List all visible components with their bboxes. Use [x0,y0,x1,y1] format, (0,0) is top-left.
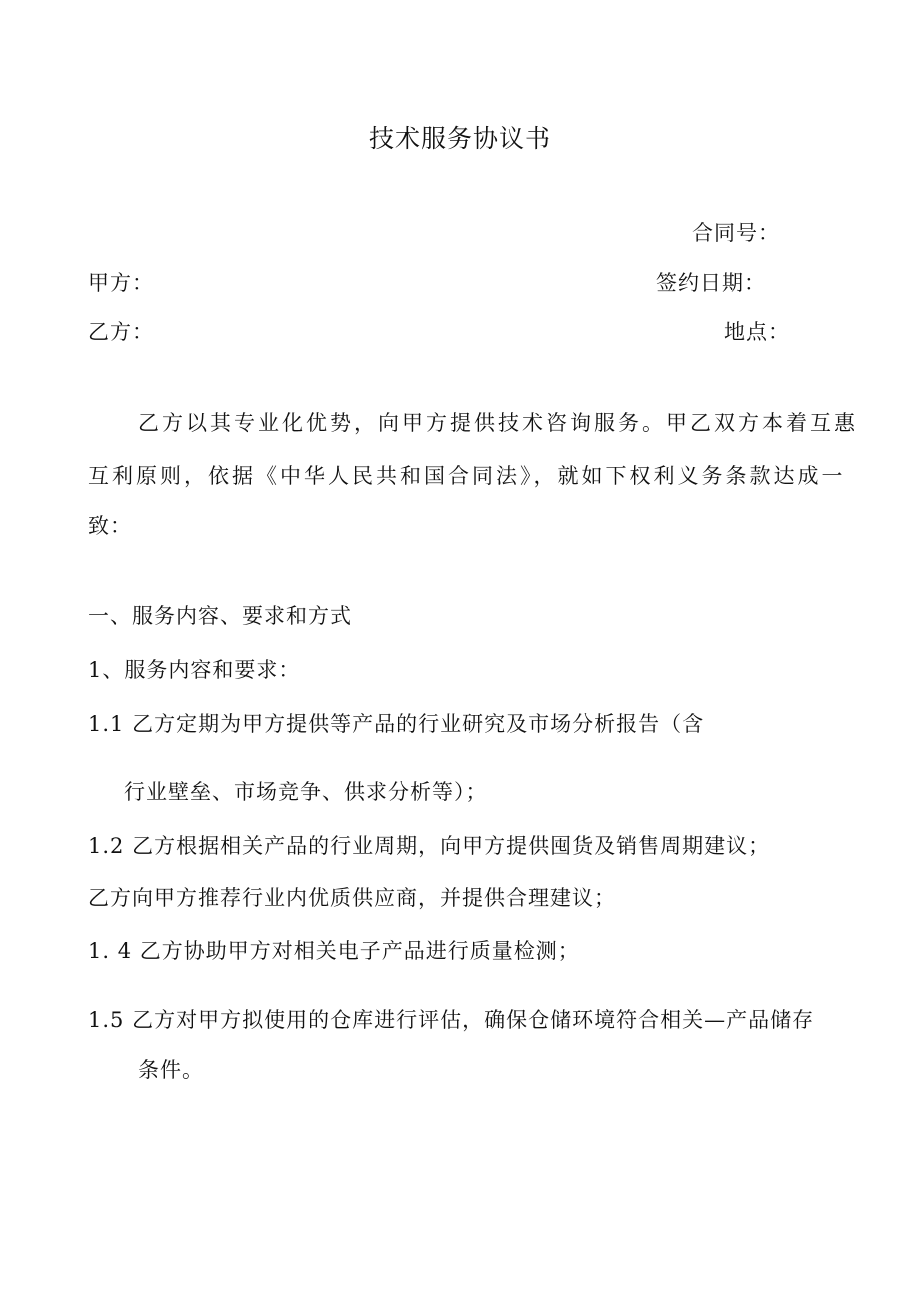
sign-date-label: 签约日期： [656,271,766,295]
section-1-heading: 一、服务内容、要求和方式 [88,604,352,628]
intro-line-2: 互利原则，依据《中华人民共和国合同法》，就如下权利义务条款达成一 [88,464,846,488]
party-a-label: 甲方： [88,271,154,295]
item-1-5-line-2: 条件。 [138,1058,204,1082]
location-label: 地点： [724,320,790,344]
contract-number-label: 合同号： [692,221,780,245]
item-1-1-line-2: 行业壁垒、市场竞争、供求分析等）； [124,780,488,804]
intro-line-1: 乙方以其专业化优势，向甲方提供技术咨询服务。甲乙双方本着互惠 [138,411,858,435]
document-title: 技术服务协议书 [368,124,551,153]
item-1-4: 1. 4 乙方协助甲方对相关电子产品进行质量检测； [88,939,580,963]
item-1-1-line-1: 1.1 乙方定期为甲方提供等产品的行业研究及市场分析报告（含 [88,712,705,736]
item-1-3: 乙方向甲方推荐行业内优质供应商，并提供合理建议； [88,886,616,910]
section-1-subheading: 1、服务内容和要求： [88,658,301,682]
item-1-2: 1.2 乙方根据相关产品的行业周期，向甲方提供囤货及销售周期建议； [88,834,771,858]
item-1-5-line-1: 1.5 乙方对甲方拟使用的仓库进行评估，确保仓储环境符合相关—产品储存 [88,1008,815,1032]
intro-line-3: 致： [88,514,132,538]
party-b-label: 乙方： [88,320,154,344]
